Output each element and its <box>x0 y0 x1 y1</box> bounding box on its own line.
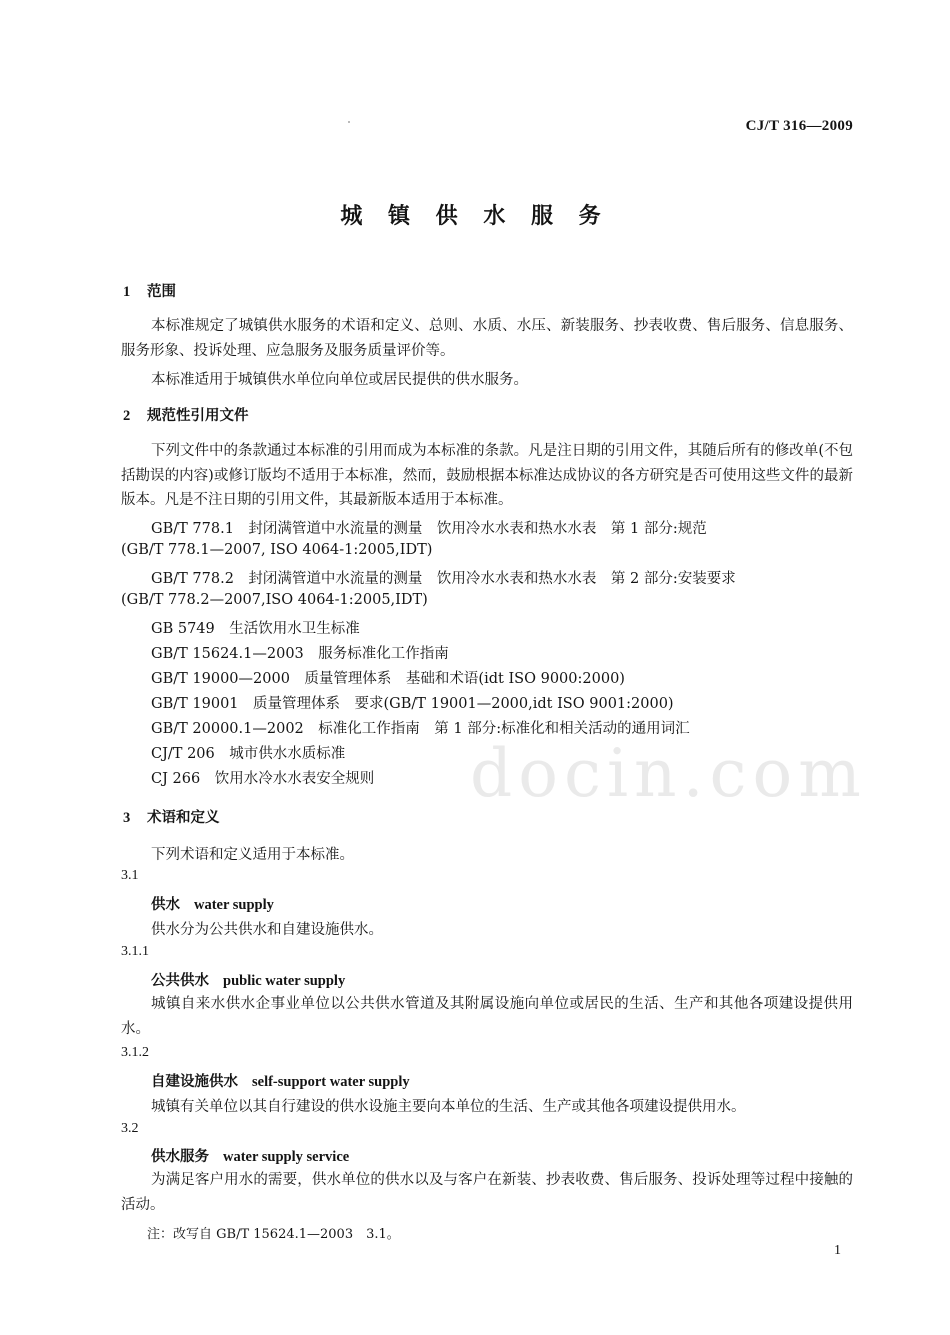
paragraph: 下列文件中的条款通过本标准的引用而成为本标准的条款。凡是注日期的引用文件，其随后所有的修改单(不包括勘误的内容)或修订版均不适用于本标准，然而，鼓励根据本标准达成协议的各方研究是否可使用这些文件的最新版本。凡是不注日期的引用文件，其最新版本适用于本标准。 <box>121 443 853 508</box>
note: 注：改写自 GB/T 15624.1—2003 3.1。 <box>147 1227 400 1242</box>
reference-item: GB/T 778.2 封闭满管道中水流量的测量 饮用冷水水表和热水水表 第 2 部分:安装要求 <box>151 571 736 587</box>
section-title: 范围 <box>147 284 176 300</box>
section-2-heading <box>123 404 249 425</box>
term <box>151 1145 349 1166</box>
definition: 为满足客户用水的需要，供水单位的供水以及与客户在新装、抄表收费、售后服务、投诉处理等过程中接触的活动。 <box>121 1172 853 1213</box>
section-number: 2 <box>123 408 131 424</box>
reference-item: GB/T 15624.1—2003 服务标准化工作指南 <box>151 646 449 662</box>
document-title: 城 镇 供 水 服 务 <box>340 204 610 229</box>
definition: 城镇自来水供水企事业单位以公共供水管道及其附属设施向单位或居民的生活、生产和其他各项建设提供用水。 <box>121 996 853 1037</box>
section-number: 1 <box>123 284 131 300</box>
definition: 城镇有关单位以其自行建设的供水设施主要向本单位的生活、生产或其他各项建设提供用水。 <box>151 1099 746 1115</box>
term-cn: 供水服务 <box>151 1148 209 1165</box>
reference-item: CJ 266 饮用水冷水水表安全规则 <box>151 771 375 787</box>
term-cn: 供水 <box>151 896 180 913</box>
reference-item-cont: (GB/T 778.1—2007, ISO 4064-1:2005,IDT) <box>121 542 433 558</box>
term-cn: 公共供水 <box>151 972 209 989</box>
clause-number: 3.1.1 <box>121 944 149 959</box>
definition: 供水分为公共供水和自建设施供水。 <box>151 922 383 938</box>
term <box>151 893 274 914</box>
page-number: 1 <box>834 1243 841 1258</box>
paragraph: 本标准适用于城镇供水单位向单位或居民提供的供水服务。 <box>151 372 528 388</box>
section-3-heading <box>123 806 220 827</box>
watermark: docin.com <box>470 735 867 812</box>
section-title: 规范性引用文件 <box>147 408 249 424</box>
paragraph: 本标准规定了城镇供水服务的术语和定义、总则、水质、水压、新装服务、抄表收费、售后服务、信息服务、服务形象、投诉处理、应急服务及服务质量评价等。 <box>121 318 853 359</box>
reference-item: GB/T 19000—2000 质量管理体系 基础和术语(idt ISO 9000:2000) <box>151 671 625 687</box>
term-en: public water supply <box>223 973 346 989</box>
scan-speck <box>348 121 350 123</box>
term-en: self-support water supply <box>252 1074 410 1090</box>
reference-item: GB/T 778.1 封闭满管道中水流量的测量 饮用冷水水表和热水水表 第 1 部分:规范 <box>151 521 707 537</box>
reference-item-cont: (GB/T 778.2—2007,ISO 4064-1:2005,IDT) <box>121 592 428 608</box>
reference-item: CJ/T 206 城市供水水质标准 <box>151 746 346 762</box>
term-en: water supply <box>194 897 274 913</box>
clause-number: 3.2 <box>121 1121 139 1136</box>
clause-number: 3.1.2 <box>121 1045 149 1060</box>
term <box>151 1070 410 1091</box>
reference-item: GB 5749 生活饮用水卫生标准 <box>151 621 360 637</box>
reference-item: GB/T 20000.1—2002 标准化工作指南 第 1 部分:标准化和相关活动的通用词汇 <box>151 721 690 737</box>
term-cn: 自建设施供水 <box>151 1073 238 1090</box>
standard-code: CJ/T 316—2009 <box>745 118 853 134</box>
reference-item: GB/T 19001 质量管理体系 要求(GB/T 19001—2000,idt ISO 9001:2000) <box>151 696 674 712</box>
term <box>151 969 345 990</box>
paragraph: 下列术语和定义适用于本标准。 <box>151 847 354 863</box>
term-en: water supply service <box>223 1149 350 1165</box>
section-number: 3 <box>123 810 131 826</box>
section-1-heading <box>123 280 176 301</box>
clause-number: 3.1 <box>121 868 139 883</box>
section-title: 术语和定义 <box>147 810 220 826</box>
